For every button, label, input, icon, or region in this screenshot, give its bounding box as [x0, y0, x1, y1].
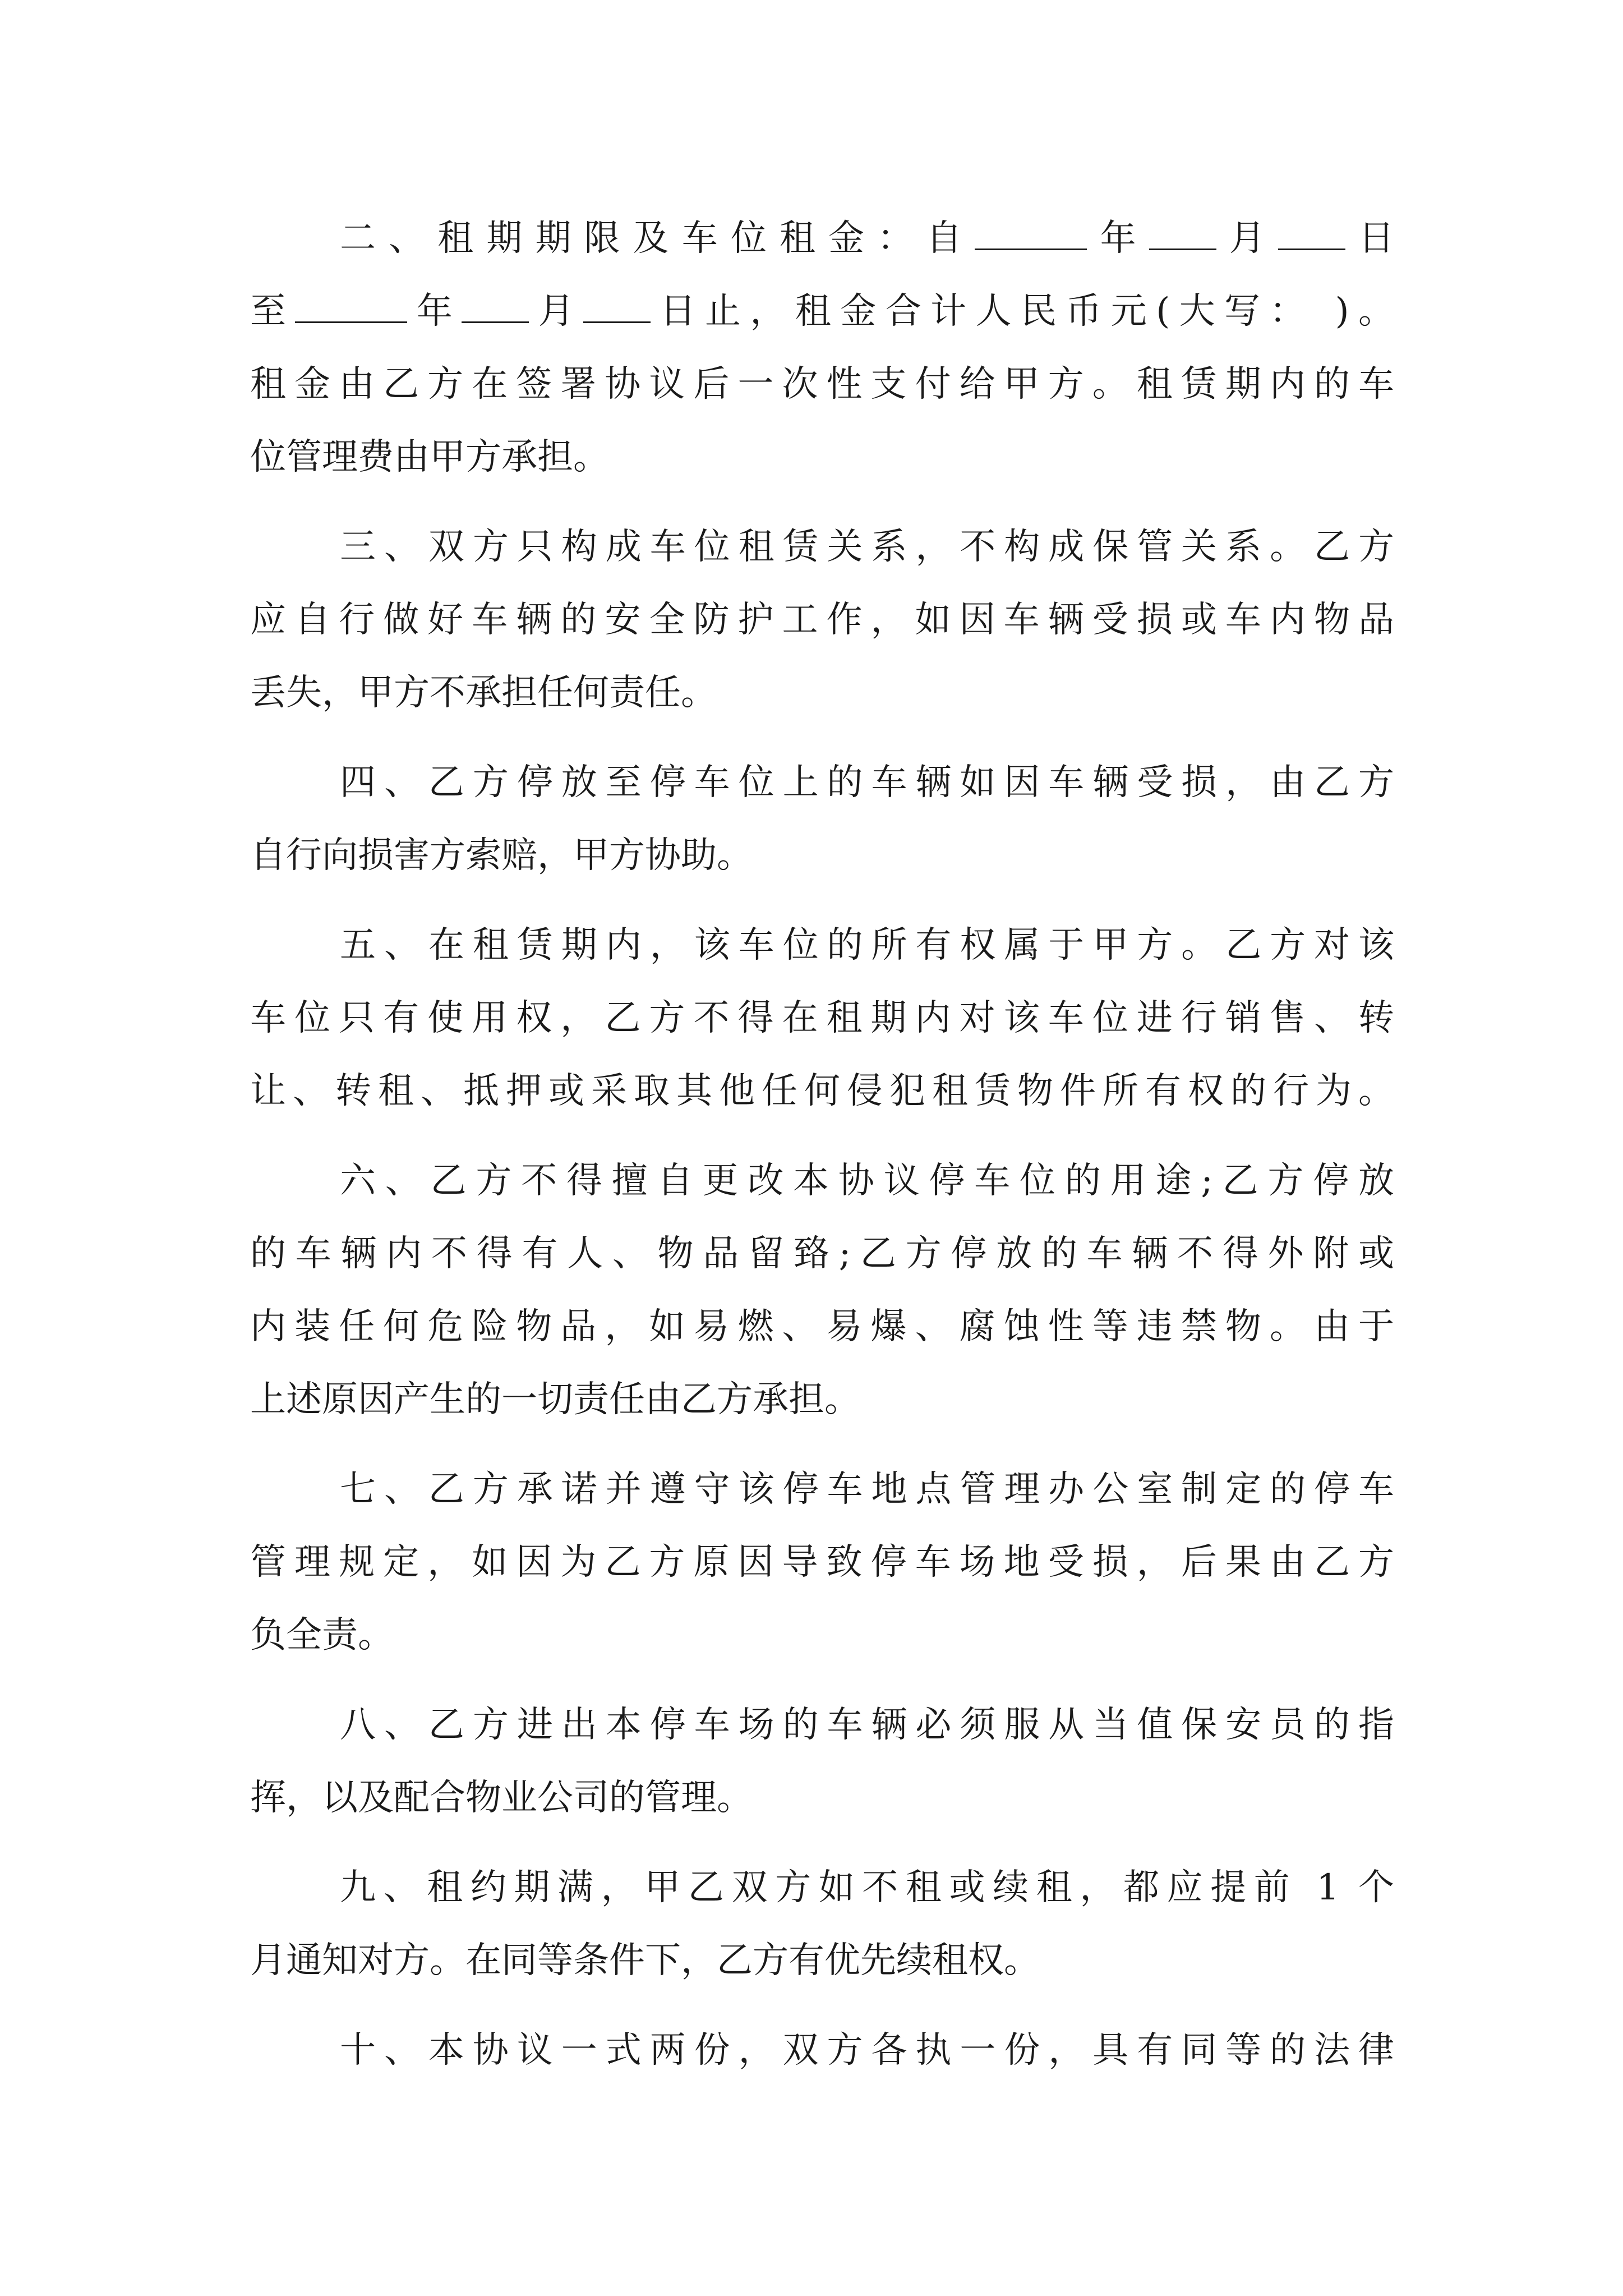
clause-3-line-2: 应自行做好车辆的安全防护工作，如因车辆受损或车内物品	[250, 599, 1394, 641]
year-label: 年	[407, 291, 462, 332]
start-month-blank	[1149, 209, 1216, 250]
month-label: 月	[529, 291, 584, 332]
clause-2-line-2	[250, 280, 1394, 342]
clause-6-line-1: 六、乙方不得擅自更改本协议停车位的用途;乙方停放	[340, 1160, 1394, 1202]
to-label: 至	[250, 291, 296, 332]
year-label: 年	[1087, 218, 1149, 259]
clause-9-line-2: 月通知对方。在同等条件下，乙方有优先续租权。	[250, 1940, 1040, 1981]
start-day-blank	[1278, 209, 1345, 250]
clause-8-line-1: 八、乙方进出本停车场的车辆必须服从当值保安员的指	[340, 1704, 1394, 1746]
clause-3-line-1: 三、双方只构成车位租赁关系，不构成保管关系。乙方	[340, 526, 1394, 568]
clause-2-line-3: 租金由乙方在签署协议后一次性支付给甲方。租赁期内的车	[250, 364, 1394, 405]
clause-3-line-3: 丢失，甲方不承担任何责任。	[250, 672, 717, 714]
clause-2-text: 二、租期期限及车位租金：自	[340, 218, 975, 259]
clause-4-line-2: 自行向损害方索赔，甲方协助。	[250, 835, 753, 876]
clause-7-line-3: 负全责。	[250, 1614, 394, 1656]
clause-6-line-2: 的车辆内不得有人、物品留臵;乙方停放的车辆不得外附或	[250, 1233, 1394, 1274]
clause-7-line-1: 七、乙方承诺并遵守该停车地点管理办公室制定的停车	[340, 1469, 1394, 1510]
end-month-blank	[462, 282, 529, 323]
rent-total-text: 日止，租金合计人民币元(大写： )。	[651, 291, 1395, 332]
clause-8-line-2: 挥，以及配合物业公司的管理。	[250, 1777, 753, 1819]
start-year-blank	[975, 209, 1087, 250]
clause-7-line-2: 管理规定，如因为乙方原因导致停车场地受损，后果由乙方	[250, 1542, 1394, 1583]
clause-5-line-3: 让、转租、抵押或采取其他任何侵犯租赁物件所有权的行为。	[250, 1070, 1394, 1112]
clause-2-line-4: 位管理费由甲方承担。	[250, 436, 609, 478]
clause-2-line-1	[250, 208, 1394, 269]
clause-10-line-1: 十、本协议一式两份，双方各执一份，具有同等的法律	[340, 2030, 1394, 2071]
end-year-blank	[295, 282, 407, 323]
month-label: 月	[1216, 218, 1278, 259]
clause-9-line-1: 九、租约期满，甲乙双方如不租或续租，都应提前 1 个	[340, 1867, 1394, 1908]
clause-5-line-1: 五、在租赁期内，该车位的所有权属于甲方。乙方对该	[340, 924, 1394, 966]
day-label: 日	[1345, 218, 1395, 259]
clause-4-line-1: 四、乙方停放至停车位上的车辆如因车辆受损，由乙方	[340, 762, 1394, 803]
clause-6-line-4: 上述原因产生的一切责任由乙方承担。	[250, 1379, 860, 1420]
end-day-blank	[583, 282, 651, 323]
clause-5-line-2: 车位只有使用权，乙方不得在租期内对该车位进行销售、转	[250, 997, 1394, 1039]
clause-6-line-3: 内装任何危险物品，如易燃、易爆、腐蚀性等违禁物。由于	[250, 1306, 1394, 1347]
